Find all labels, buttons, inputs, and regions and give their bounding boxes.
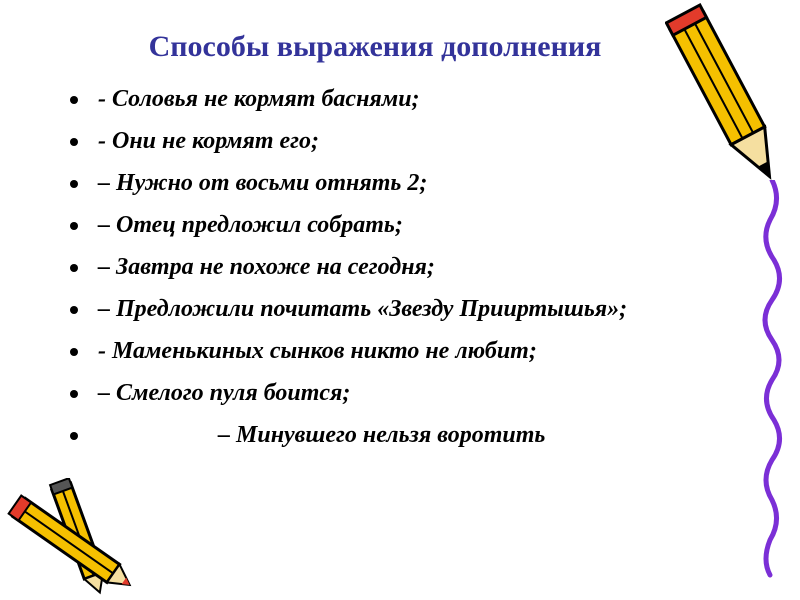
list-item: – Минувшего нельзя воротить bbox=[70, 420, 690, 450]
pencil-group-icon bbox=[0, 478, 160, 598]
list-item: – Завтра не похоже на сегодня; bbox=[70, 252, 690, 282]
bullet-dot-icon bbox=[70, 432, 78, 440]
list-item: – Предложили почитать «Звезду Прииртышья»; bbox=[70, 294, 690, 324]
bullet-dot-icon bbox=[70, 96, 78, 104]
slide-title: Способы выражения дополнения bbox=[148, 30, 602, 63]
pencil-icon bbox=[665, 0, 795, 200]
bullet-dot-icon bbox=[70, 180, 78, 188]
bullet-dot-icon bbox=[70, 138, 78, 146]
bullet-dot-icon bbox=[70, 264, 78, 272]
bullet-dot-icon bbox=[70, 348, 78, 356]
bullet-dot-icon bbox=[70, 390, 78, 398]
squiggle-line-icon bbox=[752, 180, 792, 580]
bullet-dot-icon bbox=[70, 306, 78, 314]
list-item: - Они не кормят его; bbox=[70, 126, 690, 156]
bullet-list bbox=[70, 84, 690, 462]
list-item: – Нужно от восьми отнять 2; bbox=[70, 168, 690, 198]
list-item: – Смелого пуля боится; bbox=[70, 378, 690, 408]
list-item: - Соловья не кормят баснями; bbox=[70, 84, 690, 114]
list-item: – Отец предложил собрать; bbox=[70, 210, 690, 240]
bullet-dot-icon bbox=[70, 222, 78, 230]
list-item: - Маменькиных сынков никто не любит; bbox=[70, 336, 690, 366]
